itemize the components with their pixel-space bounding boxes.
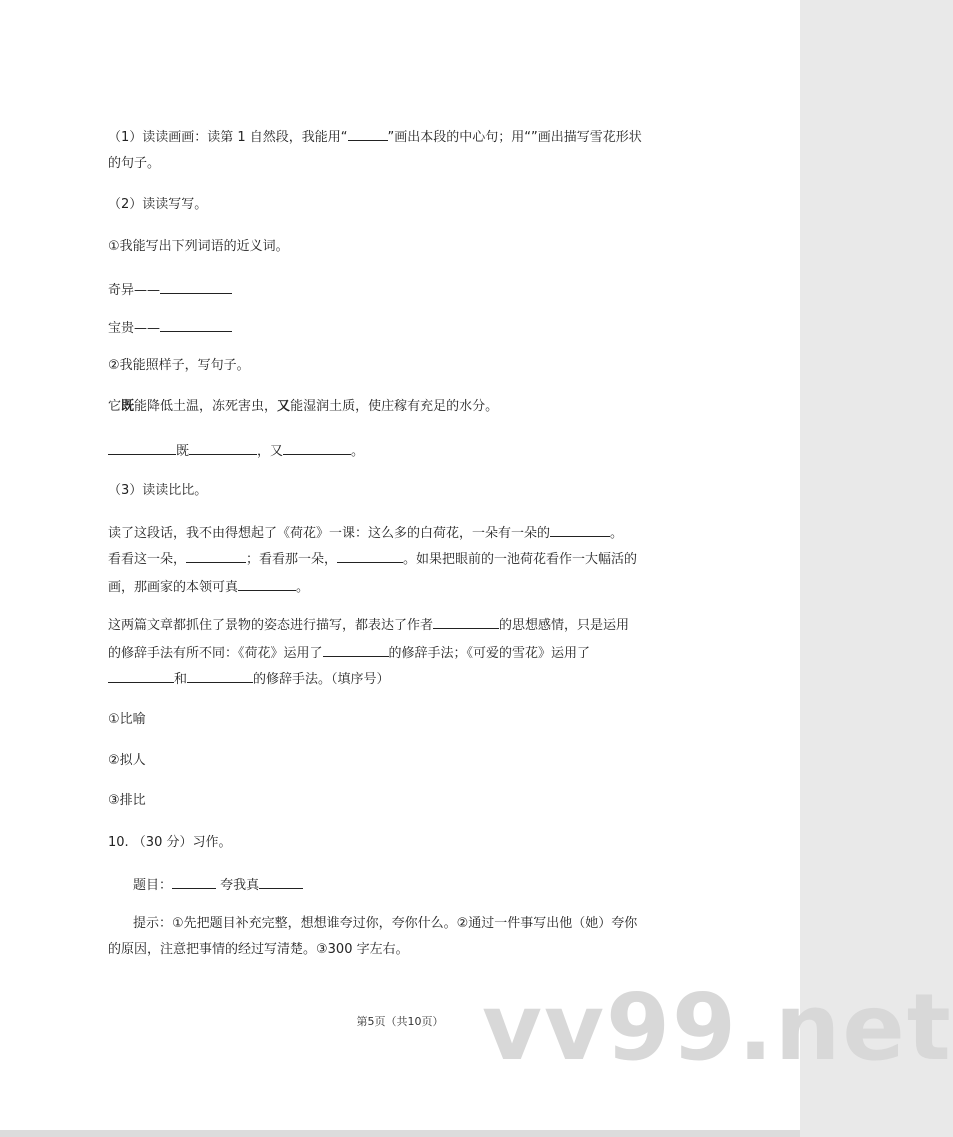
answer-blank[interactable] bbox=[238, 576, 296, 591]
q3-para2-line1 bbox=[108, 614, 629, 636]
answer-blank[interactable] bbox=[348, 126, 388, 141]
q3-text: 和 bbox=[174, 672, 188, 687]
q3-text: 。 bbox=[610, 526, 624, 541]
answer-blank[interactable] bbox=[550, 522, 610, 537]
q3-text: 这两篇文章都抓住了景物的姿态进行描写，都表达了作者 bbox=[108, 618, 434, 633]
synonym-row-1 bbox=[108, 279, 232, 301]
option-personification: ②拟人 bbox=[108, 753, 146, 768]
answer-blank[interactable] bbox=[187, 668, 253, 683]
option-simile: ①比喻 bbox=[108, 712, 146, 727]
q3-text: 。如果把眼前的一池荷花看作一大幅活的 bbox=[403, 552, 638, 567]
keyword-you: 又 bbox=[277, 399, 291, 414]
example-text: 能湿润土质，使庄稼有充足的水分。 bbox=[290, 399, 499, 414]
topic-label: 题目： bbox=[133, 878, 173, 893]
answer-blank[interactable] bbox=[108, 668, 174, 683]
answer-blank[interactable] bbox=[160, 279, 232, 294]
answer-blank[interactable] bbox=[172, 874, 216, 889]
essay-topic bbox=[133, 874, 303, 896]
q3-text: 看看这一朵， bbox=[108, 552, 187, 567]
q3-text: 的思想感情，只是运用 bbox=[499, 618, 630, 633]
answer-blank[interactable] bbox=[189, 440, 257, 455]
q3-text: 的修辞手法有所不同：《荷花》运用了 bbox=[108, 646, 323, 661]
answer-blank[interactable] bbox=[337, 548, 403, 563]
synonym-row-2 bbox=[108, 317, 232, 339]
q3-para1-line1 bbox=[108, 522, 623, 544]
q3-para2-line2 bbox=[108, 642, 590, 664]
q1-text-a: （1）读读画画：读第 1 自然段，我能用“ bbox=[108, 130, 348, 145]
answer-blank[interactable] bbox=[108, 440, 176, 455]
fill-text: 。 bbox=[351, 444, 365, 459]
q3-title: （3）读读比比。 bbox=[108, 483, 208, 498]
q1-line1 bbox=[108, 126, 642, 148]
answer-blank[interactable] bbox=[259, 874, 303, 889]
page-footer: 第5页（共10页） bbox=[356, 1015, 444, 1028]
example-text: 能降低土温，冻死害虫， bbox=[134, 399, 278, 414]
q10-title: 10. （30 分）习作。 bbox=[108, 835, 232, 850]
q3-text: 的修辞手法。（填序号） bbox=[253, 672, 390, 687]
synonym-word-1: 奇异—— bbox=[108, 283, 161, 298]
answer-blank[interactable] bbox=[160, 317, 232, 332]
q2-sub1: ①我能写出下列词语的近义词。 bbox=[108, 239, 289, 254]
keyword-ji: 既 bbox=[121, 399, 135, 414]
answer-blank[interactable] bbox=[433, 614, 499, 629]
q3-para1-line2 bbox=[108, 548, 637, 570]
q3-text: 的修辞手法；《可爱的雪花》运用了 bbox=[388, 646, 591, 661]
essay-hint-line1: 提示：①先把题目补充完整，想想谁夸过你，夸你什么。②通过一件事写出他（她）夸你 bbox=[133, 916, 638, 931]
answer-blank[interactable] bbox=[186, 548, 246, 563]
answer-blank[interactable] bbox=[283, 440, 351, 455]
q3-text: 。 bbox=[296, 580, 310, 595]
q2-title: （2）读读写写。 bbox=[108, 197, 208, 212]
example-text: 它 bbox=[108, 399, 122, 414]
q3-text: ；看看那一朵， bbox=[246, 552, 338, 567]
q1-line2: 的句子。 bbox=[108, 156, 161, 171]
option-parallelism: ③排比 bbox=[108, 793, 146, 808]
page-edge bbox=[0, 1130, 800, 1137]
imitation-sentence bbox=[108, 440, 364, 462]
synonym-word-2: 宝贵—— bbox=[108, 321, 161, 336]
q3-para2-line3 bbox=[108, 668, 390, 690]
fill-text: ，又 bbox=[257, 444, 284, 459]
q3-text: 读了这段话，我不由得想起了《荷花》一课：这么多的白荷花，一朵有一朵的 bbox=[108, 526, 551, 541]
essay-hint-line2: 的原因，注意把事情的经过写清楚。③300 字左右。 bbox=[108, 942, 409, 957]
watermark: vv99.net bbox=[482, 974, 953, 1081]
topic-text: 夸我真 bbox=[216, 878, 260, 893]
q2-sub2: ②我能照样子，写句子。 bbox=[108, 358, 250, 373]
q1-text-b: ”画出本段的中心句；用“”画出描写雪花形状 bbox=[387, 130, 642, 145]
q3-text: 画，那画家的本领可真 bbox=[108, 580, 239, 595]
fill-text: 既 bbox=[176, 444, 190, 459]
q3-para1-line3 bbox=[108, 576, 309, 598]
example-sentence bbox=[108, 397, 498, 417]
answer-blank[interactable] bbox=[323, 642, 389, 657]
